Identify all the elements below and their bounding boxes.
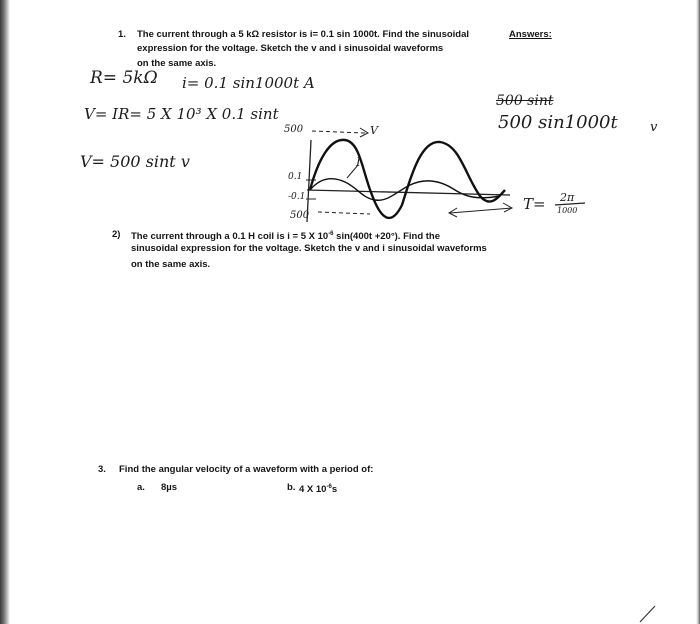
sketch-label-neg-500: 500 xyxy=(290,210,310,221)
handwritten-ohms-law: V= IR= 5 X 10³ X 0.1 sint xyxy=(84,105,279,123)
answers-heading: Answers: xyxy=(509,29,552,40)
q3-a-label: a. xyxy=(137,482,145,493)
sketch-period-line xyxy=(450,208,512,213)
handwritten-answer-unit: v xyxy=(650,120,658,135)
q1-line-1: The current through a 5 kΩ resistor is i= 0.1 sin 1000t. Find the sinusoidal xyxy=(137,29,470,40)
q1-number: 1. xyxy=(118,29,126,40)
q3-b-value: 4 X $10^{-6}s$ xyxy=(299,484,338,495)
q3-number: 3. xyxy=(98,464,106,475)
period-denominator: 1000 xyxy=(557,206,578,215)
sketch-voltage-waveform xyxy=(310,140,505,218)
q2-line-3: on the same axis. xyxy=(131,259,211,270)
handwritten-answer: 500 sin1000t xyxy=(498,112,618,133)
handwritten-current-expression: i= 0.1 sin1000t A xyxy=(182,74,315,92)
q2-line-2: sinusoidal expression for the voltage. Sketch the v and i sinusoidal waveforms xyxy=(131,243,487,254)
handwritten-resistance: R= 5kΩ xyxy=(90,68,158,88)
q3-b-label: b. xyxy=(287,482,296,493)
q2-number: 2) xyxy=(112,229,121,240)
q3-a-value: 8µs xyxy=(161,482,178,493)
q3-line-1: Find the angular velocity of a waveform with a period of: xyxy=(119,464,374,475)
q1-line-3: on the same axis. xyxy=(137,58,217,69)
handwritten-voltage-result: V= 500 sint v xyxy=(80,152,190,171)
sketch-period-arrow-right xyxy=(503,203,512,212)
sketch-label-500: 500 xyxy=(284,124,304,135)
handwritten-crossed-answer: 500 sint xyxy=(496,93,554,109)
q2-line-1: The current through a 0.1 H coil is i = 5 X $10^{-6}$ sin(400t +20°). Find the xyxy=(131,231,441,242)
sketch-label-i: I xyxy=(356,155,361,169)
sketch-neg500-dashed xyxy=(318,212,370,214)
sketch-500-dashed xyxy=(312,131,365,133)
period-numerator: 2π xyxy=(560,191,575,204)
q1-line-2: expression for the voltage. Sketch the v and i sinusoidal waveforms xyxy=(137,43,444,54)
sketch-label-0-1: 0.1 xyxy=(288,172,303,182)
scan-mark xyxy=(640,606,655,622)
period-t-label: T= xyxy=(523,195,546,213)
sketch-label-neg-0-1: -0.1 xyxy=(288,192,306,202)
sketch-label-v: V xyxy=(370,124,378,137)
